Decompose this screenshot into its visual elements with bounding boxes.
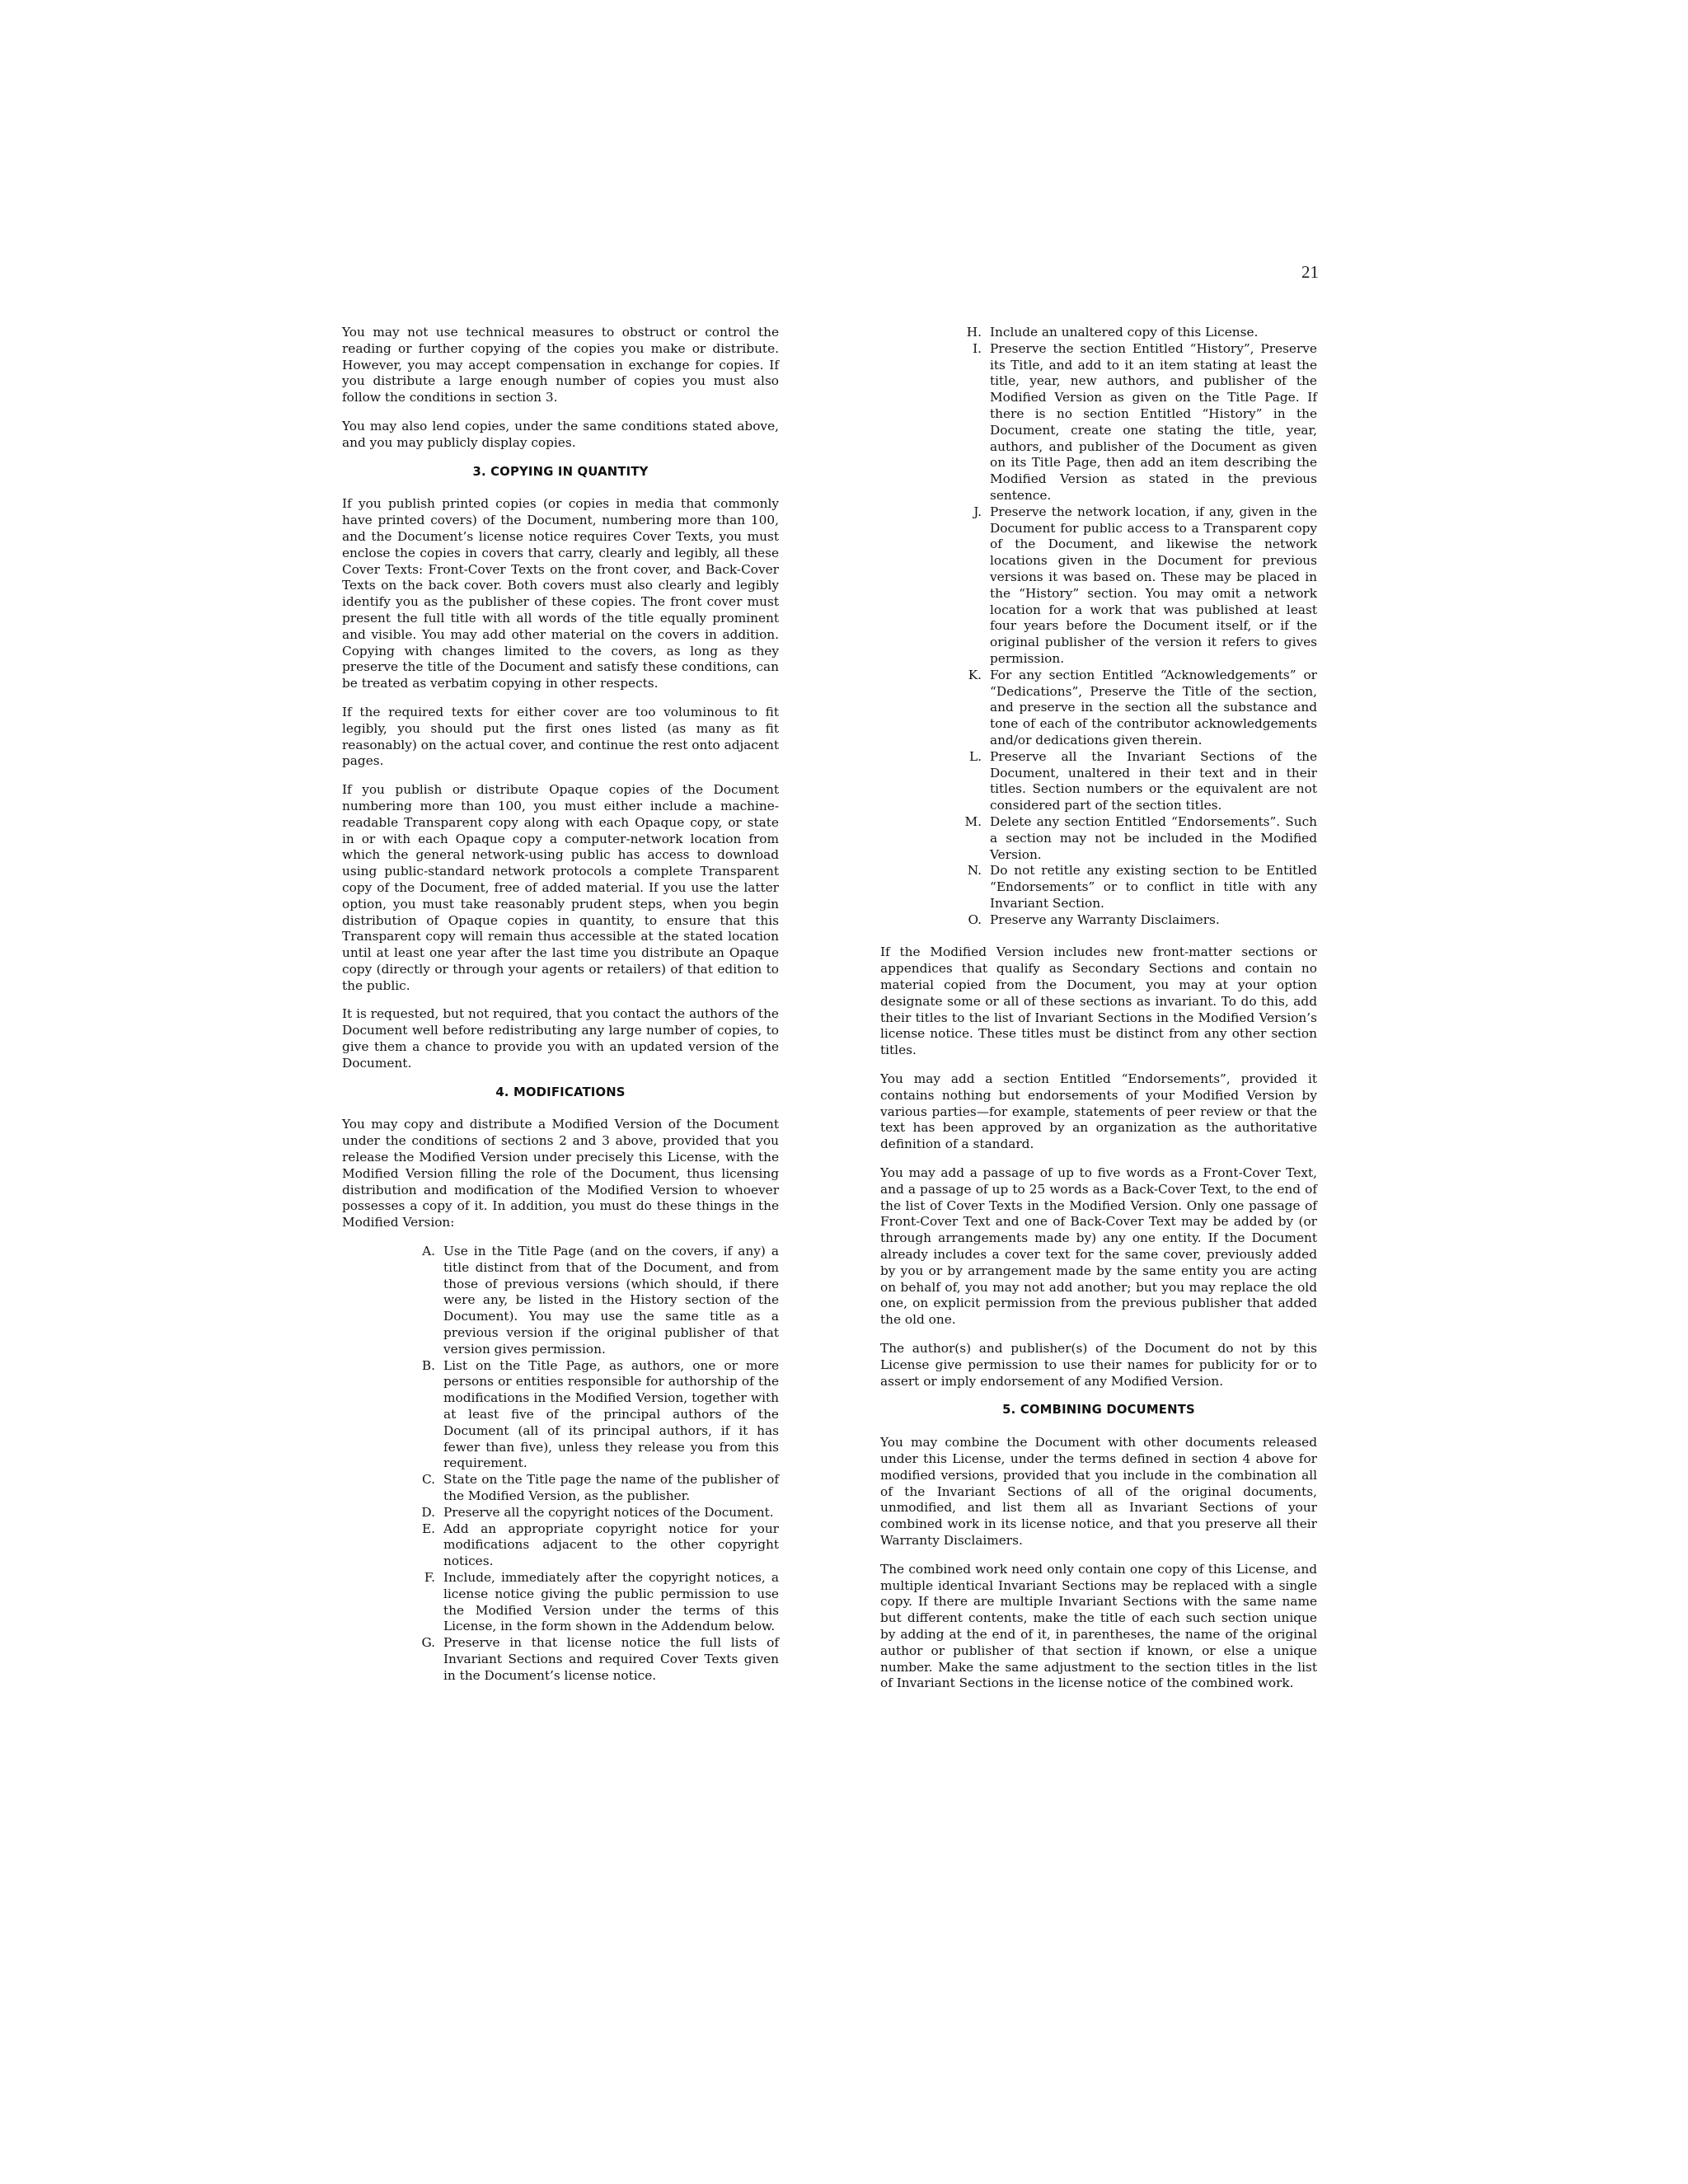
paragraph: If the Modified Version includes new front-matter sections or appendices that qualify as Secondary Sections and contain no material copied from the Document, you may at your option designate some or all of these sections as invariant. To do this, add their titles to the list of Invariant Sections in the Modified Version’s license notice. These titles must be distinct from any other section titles. xyxy=(880,944,1317,1058)
list-marker: M. xyxy=(964,813,982,829)
list-item-text: Preserve all the copyright notices of the Document. xyxy=(443,1504,774,1520)
paragraph: If you publish printed copies (or copies in media that commonly have printed covers) of the Document, numbering more than 100, and the Document’s license notice requires Cover Texts, you must enclose the copies in covers that carry, clearly and legibly, all these Cover Texts: Front-Cover Texts on the front cover, and Back-Cover Texts on the back cover. Both covers must also clearly and legibly identify you as the publisher of these copies. The front cover must present the full title with all words of the title equally prominent and visible. You may add other material on the covers in addition. Copying with changes limited to the covers, as long as they preserve the title of the Document and satisfy these conditions, can be treated as verbatim copying in other respects. xyxy=(342,496,779,691)
list-item-text: Do not retitle any existing section to be Entitled “Endorsements” or to conflict in title with any Invariant Section. xyxy=(990,863,1317,911)
list-item-text: Preserve the section Entitled “History”, Preserve its Title, and add to it an item stating at least the title, year, new authors, and publisher of the Modified Version as given on the Title Page. If there is no section Entitled “History” in the Document, create one stating the title, year, authors, and publisher of the Document as given on its Title Page, then add an item describing the Modified Version as stated in the previous sentence. xyxy=(990,340,1317,503)
section-heading-combining-documents: 5. COMBINING DOCUMENTS xyxy=(1002,1403,1195,1418)
list-item-text: List on the Title Page, as authors, one or more persons or entities responsible for authorship of the modifications in the Modified Version, together with at least five of the principal authors of the Document (all of its principal authors, if it has fewer than five), unless they release you from this requirement. xyxy=(443,1357,779,1471)
list-item xyxy=(959,814,1317,863)
list-marker: H. xyxy=(966,325,982,340)
paragraph: You may also lend copies, under the same conditions stated above, and you may publicly display copies. xyxy=(342,418,779,450)
paragraph: You may add a section Entitled “Endorsements”, provided it contains nothing but endorsements of your Modified Version by various parties—for example, statements of peer review or that the text has been approved by an organization as the authoritative definition of a standard. xyxy=(880,1071,1317,1152)
list-marker: A. xyxy=(422,1244,435,1259)
page-number: 21 xyxy=(1301,262,1319,282)
list-item xyxy=(412,1570,779,1635)
list-marker: D. xyxy=(421,1504,435,1520)
list-item-text: Preserve the network location, if any, given in the Document for public access to a Transparent copy of the Document, and likewise the network locations given in the Document for previous versions it was based on. These may be placed in the “History” section. You may omit a network location for a work that was published at least four years before the Document itself, or if the original publisher of the version it refers to gives permission. xyxy=(990,504,1317,666)
list-marker: K. xyxy=(968,667,982,682)
modification-list xyxy=(412,1244,779,1685)
list-item xyxy=(959,749,1317,814)
paragraph: It is requested, but not required, that you contact the authors of the Document well before redistributing any large number of copies, to give them a chance to provide you with an updated version of the Document. xyxy=(342,1006,779,1071)
list-marker: L. xyxy=(968,748,982,764)
list-marker: C. xyxy=(421,1472,435,1488)
left-column xyxy=(342,325,779,1701)
list-item xyxy=(959,668,1317,749)
paragraph: If the required texts for either cover are too voluminous to fit legibly, you should put the first ones listed (as many as fit reasonably) on the actual cover, and continue the rest onto adjacent pages. xyxy=(342,704,779,769)
paragraph: You may not use technical measures to obstruct or control the reading or further copying of the copies you make or distribute. However, you may accept compensation in exchange for copies. If you distribute a large enough number of copies you must also follow the conditions in section 3. xyxy=(342,325,779,405)
paragraph: You may copy and distribute a Modified Version of the Document under the conditions of sections 2 and 3 above, provided that you release the Modified Version under precisely this License, with the Modified Version filling the role of the Document, thus licensing distribution and modification of the Modified Version to whoever possesses a copy of it. In addition, you must do these things in the Modified Version: xyxy=(342,1117,779,1230)
list-item xyxy=(412,1505,779,1521)
list-marker: B. xyxy=(421,1357,435,1373)
list-item-text: Include, immediately after the copyright notices, a license notice giving the public permission to use the Modified Version under the terms of this License, in the form shown in the Addendum below. xyxy=(443,1569,779,1634)
list-item-text: For any section Entitled “Acknowledgements” or “Dedications”, Preserve the Title of the section, and preserve in the section all the substance and tone of each of the contributor acknowledgements and/or dedications given therein. xyxy=(990,667,1317,748)
section-heading-copying-in-quantity: 3. COPYING IN QUANTITY xyxy=(472,464,649,479)
list-item-text: Use in the Title Page (and on the covers, if any) a title distinct from that of the Document, and from those of previous versions (which should, if there were any, be listed in the History section of the Document). You may use the same title as a previous version if the original publisher of that version gives permission. xyxy=(443,1244,779,1357)
list-marker: I. xyxy=(973,340,982,356)
modification-list-continued xyxy=(959,325,1317,928)
list-item-text: Preserve any Warranty Disclaimers. xyxy=(990,912,1220,927)
list-item xyxy=(959,912,1317,929)
paragraph: The author(s) and publisher(s) of the Document do not by this License give permission to use their names for publicity for or to assert or imply endorsement of any Modified Version. xyxy=(880,1341,1317,1389)
list-item-text: Delete any section Entitled “Endorsements”. Such a section may not be included in the Modified Version. xyxy=(990,813,1317,862)
list-item xyxy=(412,1472,779,1505)
list-item xyxy=(959,325,1317,341)
list-item xyxy=(412,1244,779,1358)
paragraph: You may add a passage of up to five words as a Front-Cover Text, and a passage of up to 25 words as a Back-Cover Text, to the end of the list of Cover Texts in the Modified Version. Only one passage of Front-Cover Text and one of Back-Cover Text may be added by (or through arrangements made by) any one entity. If the Document already includes a cover text for the same cover, previously added by you or by arrangement made by the same entity you are acting on behalf of, you may not add another; but you may replace the old one, on explicit permission from the previous publisher that added the old one. xyxy=(880,1165,1317,1328)
list-item-text: Add an appropriate copyright notice for your modifications adjacent to the other copyright notices. xyxy=(443,1521,779,1569)
list-item xyxy=(412,1358,779,1473)
paragraph: The combined work need only contain one copy of this License, and multiple identical Invariant Sections may be replaced with a single copy. If there are multiple Invariant Sections with the same name but different contents, make the title of each such section unique by adding at the end of it, in parentheses, the name of the original author or publisher of that section if known, or else a unique number. Make the same adjustment to the section titles in the list of Invariant Sections in the license notice of the combined work. xyxy=(880,1561,1317,1691)
list-item xyxy=(959,341,1317,504)
list-item-text: Preserve all the Invariant Sections of the Document, unaltered in their text and in their titles. Section numbers or the equivalent are not considered part of the section titles. xyxy=(990,748,1317,813)
list-item xyxy=(959,863,1317,912)
list-item-text: Include an unaltered copy of this License. xyxy=(990,325,1259,340)
paragraph: You may combine the Document with other documents released under this License, under the terms defined in section 4 above for modified versions, provided that you include in the combination all of the Invariant Sections of all of the original documents, unmodified, and list them all as Invariant Sections of your combined work in its license notice, and that you preserve all their Warranty Disclaimers. xyxy=(880,1435,1317,1548)
list-marker: O. xyxy=(968,912,982,927)
list-marker: F. xyxy=(424,1569,435,1585)
list-item-text: State on the Title page the name of the publisher of the Modified Version, as the publisher. xyxy=(443,1472,779,1503)
list-item-text: Preserve in that license notice the full lists of Invariant Sections and required Cover Texts given in the Document’s license notice. xyxy=(443,1635,779,1683)
list-marker: J. xyxy=(973,504,982,519)
list-marker: G. xyxy=(421,1635,435,1651)
section-heading-modifications: 4. MODIFICATIONS xyxy=(495,1085,626,1099)
list-item xyxy=(959,504,1317,668)
list-marker: N. xyxy=(967,863,982,879)
paragraph: If you publish or distribute Opaque copies of the Document numbering more than 100, you must either include a machine-readable Transparent copy along with each Opaque copy, or state in or with each Opaque copy a computer-network location from which the general network-using public has access to download using public-standard network protocols a complete Transparent copy of the Document, free of added material. If you use the latter option, you must take reasonably prudent steps, when you begin distribution of Opaque copies in quantity, to ensure that this Transparent copy will remain thus accessible at the stated location until at least one year after the last time you distribute an Opaque copy (directly or through your agents or retailers) of that edition to the public. xyxy=(342,782,779,993)
list-marker: E. xyxy=(421,1521,435,1536)
right-column xyxy=(880,325,1317,1704)
list-item xyxy=(412,1521,779,1570)
list-item xyxy=(412,1635,779,1684)
